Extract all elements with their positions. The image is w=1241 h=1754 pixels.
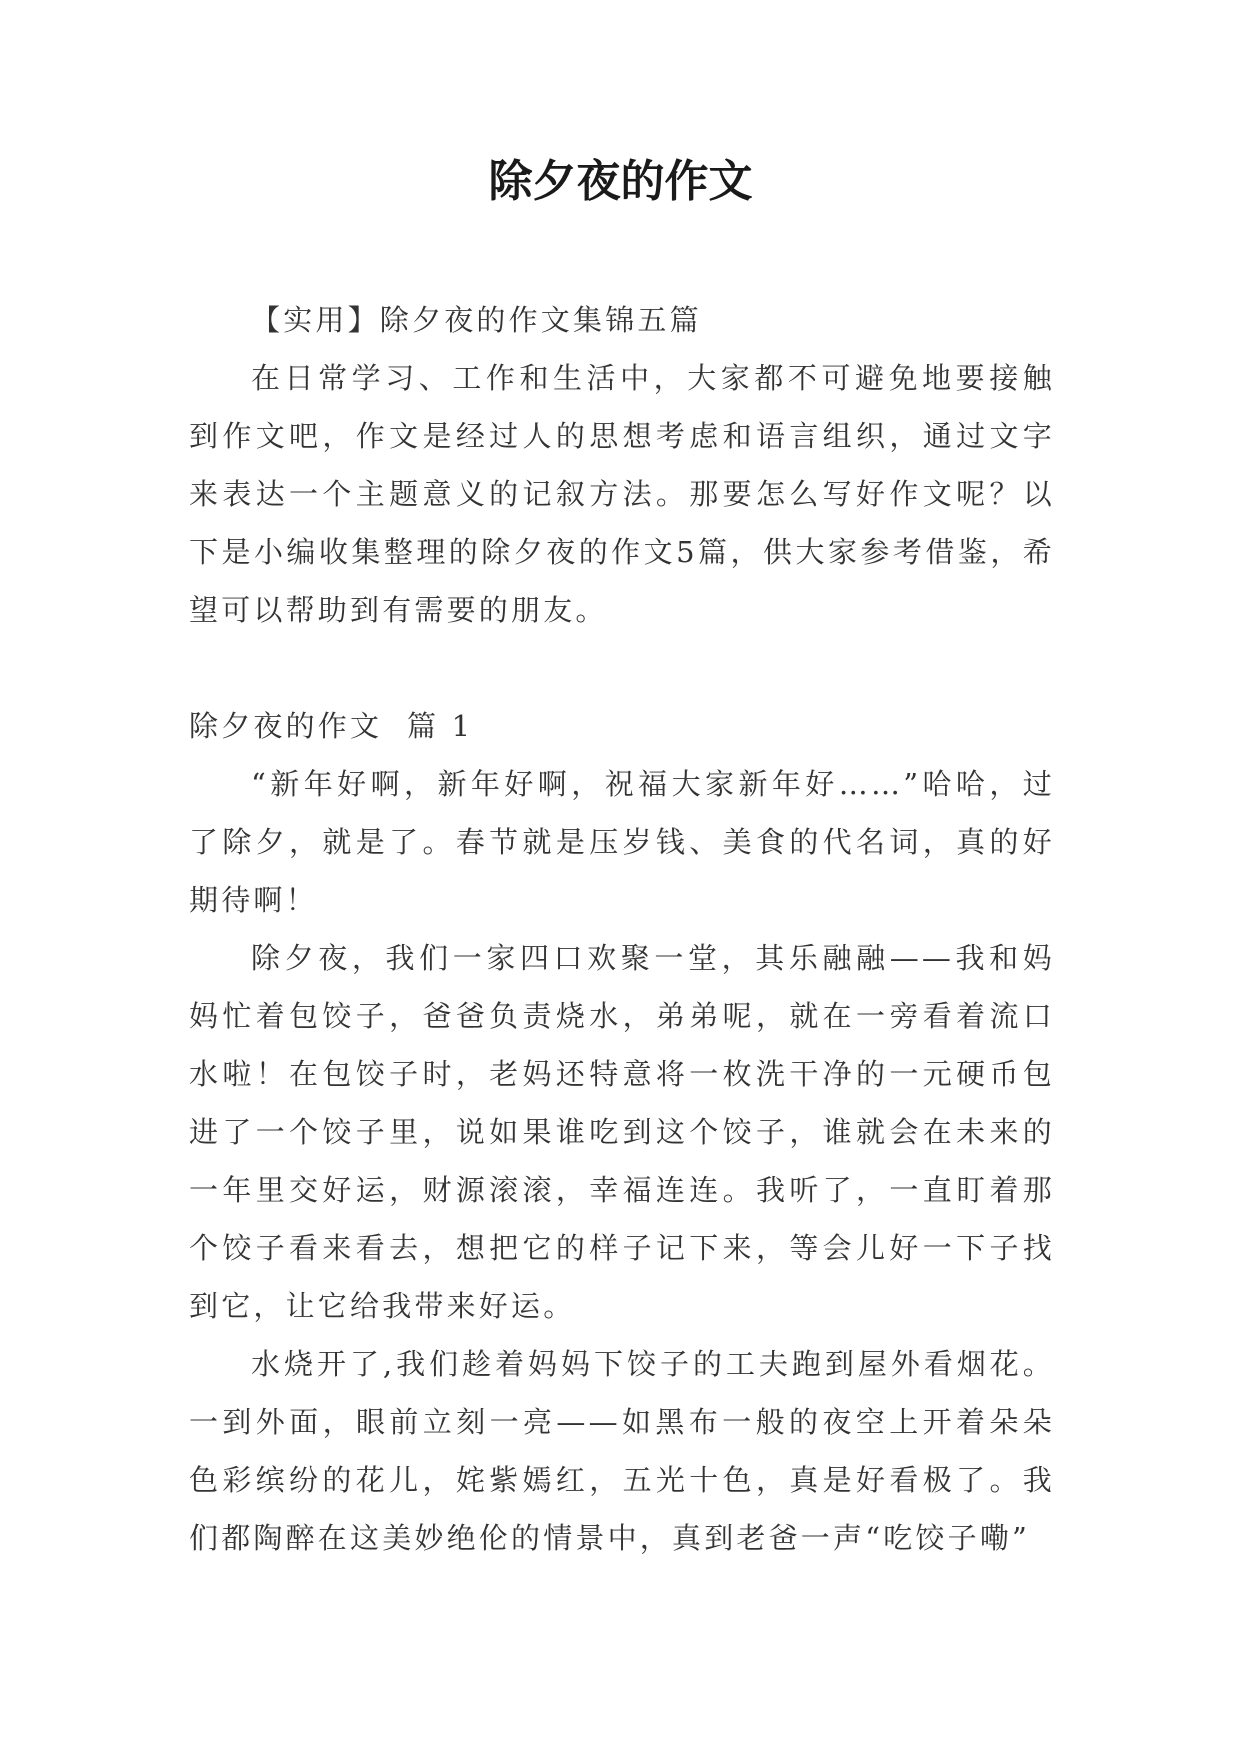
section-spacer	[189, 639, 1055, 697]
essay-paragraph: 除夕夜，我们一家四口欢聚一堂，其乐融融——我和妈妈忙着包饺子，爸爸负责烧水，弟弟呢，就在一旁看着流口水啦！在包饺子时，老妈还特意将一枚洗干净的一元硬币包进了一个饺子里，说如果谁吃到这个饺子，谁就会在未来的一年里交好运，财源滚滚，幸福连连。我听了，一直盯着那个饺子看来看去，想把它的样子记下来，等会儿好一下子找到它，让它给我带来好运。	[189, 941, 1055, 1323]
intro-paragraph: 在日常学习、工作和生活中，大家都不可避免地要接触到作文吧，作文是经过人的思想考虑和语言组织，通过文字来表达一个主题意义的记叙方法。那要怎么写好作文呢？以下是小编收集整理的除夕夜的作文5篇，供大家参考借鉴，希望可以帮助到有需要的朋友。	[189, 361, 1055, 627]
section-heading: 除夕夜的作文 篇 1	[189, 709, 474, 743]
document-body	[189, 291, 1055, 1567]
essay-paragraph: 水烧开了,我们趁着妈妈下饺子的工夫跑到屋外看烟花。一到外面，眼前立刻一亮——如黑布一般的夜空上开着朵朵色彩缤纷的花儿，姹紫嫣红，五光十色，真是好看极了。我们都陶醉在这美妙绝伦的情景中，真到老爸一声“吃饺子嘞”	[189, 1347, 1055, 1555]
essay-paragraph: “新年好啊，新年好啊，祝福大家新年好……”哈哈，过了除夕，就是了。春节就是压岁钱、美食的代名词，真的好期待啊！	[189, 767, 1055, 917]
document-subtitle: 【实用】除夕夜的作文集锦五篇	[251, 303, 702, 337]
document-title: 除夕夜的作文	[488, 156, 753, 207]
